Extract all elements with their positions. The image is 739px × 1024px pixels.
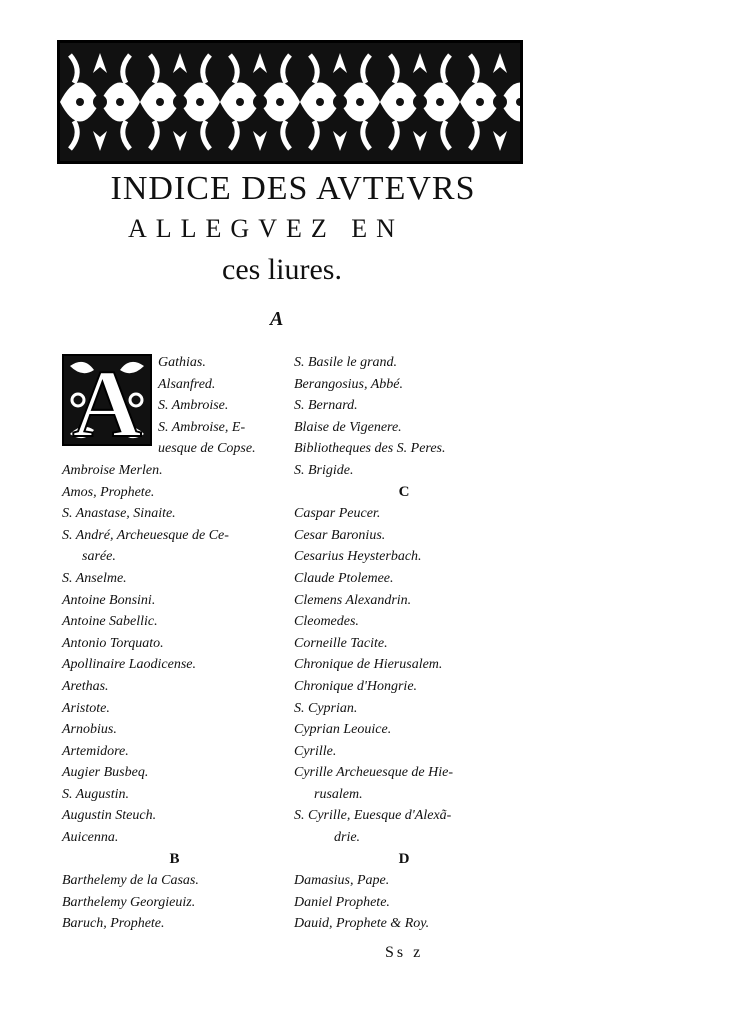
index-entry: Augustin Steuch. (62, 808, 157, 824)
index-entry: Blaise de Vigenere. (294, 419, 402, 435)
index-entry: Antoine Sabellic. (62, 614, 158, 630)
index-entry: S. Cyprian. (294, 700, 358, 716)
signature-mark: Ss z (385, 944, 424, 961)
index-entry: S. Bernard. (294, 398, 358, 414)
index-entry: Claude Ptolemee. (294, 570, 394, 586)
index-entry: S. Ambroise, E- (158, 419, 246, 435)
section-letter: B (169, 850, 180, 867)
index-entry: S. Ambroise. (158, 398, 229, 414)
index-entry: Dauid, Prophete & Roy. (294, 916, 430, 932)
index-entry: Berangosius, Abbé. (294, 376, 404, 392)
index-entry: Bibliotheques des S. Peres. (294, 441, 446, 457)
section-letter: C (398, 483, 410, 500)
index-entry: Clemens Alexandrin. (294, 592, 412, 608)
index-entry: Arethas. (62, 678, 109, 694)
index-entry: Cesar Baronius. (294, 527, 386, 543)
index-entry: Corneille Tacite. (294, 635, 388, 651)
index-entry: Daniel Prophete. (294, 894, 390, 910)
index-entry: rusalem. (314, 786, 363, 802)
index-entry: Aristote. (62, 700, 110, 716)
index-entry: Cesarius Heysterbach. (294, 549, 422, 565)
index-entry: Cyrille. (294, 743, 337, 759)
index-entry: Damasius, Pape. (294, 873, 390, 889)
index-entry: S. Basile le grand. (294, 355, 398, 370)
index-entry: S. Augustin. (62, 786, 130, 802)
dropcap-letter: A (72, 354, 142, 446)
index-entry: Apollinaire Laodicense. (62, 657, 197, 673)
index-entry: Barthelemy de la Casas. (62, 873, 199, 889)
index-entry: Cyprian Leouice. (294, 722, 392, 738)
index-entry: drie. (334, 830, 361, 846)
index-entry: S. Anselme. (62, 570, 127, 586)
index-entry: S. André, Archeuesque de Ce- (62, 527, 229, 543)
left-index-column (62, 352, 287, 935)
index-entry: Alsanfred. (158, 376, 216, 392)
index-entry: S. Anastase, Sinaite. (62, 506, 176, 522)
index-entry: Antonio Torquato. (62, 635, 164, 651)
index-entry: uesque de Copse. (158, 441, 256, 457)
index-entry: Barthelemy Georgieuiz. (62, 894, 196, 910)
page-subtitle: ALLEGVEZ EN (128, 214, 404, 243)
index-entry: Baruch, Prophete. (62, 916, 165, 932)
index-entry: Chronique d'Hongrie. (294, 678, 418, 694)
index-entry: S. Brigide. (294, 462, 354, 478)
index-entry: S. Cyrille, Euesque d'Alexã- (294, 808, 452, 824)
index-entry: Augier Busbeq. (62, 765, 149, 781)
right-index-column (294, 352, 514, 935)
page-title: INDICE DES AVTEVRS (110, 170, 476, 207)
index-entry: Antoine Bonsini. (62, 592, 156, 608)
index-entry: Amos, Prophete. (62, 484, 155, 500)
index-entry: Cleomedes. (294, 614, 359, 630)
index-entry: Arnobius. (62, 722, 117, 738)
index-entry: Auicenna. (62, 830, 119, 846)
index-entry: Gathias. (158, 355, 206, 370)
index-entry: Chronique de Hierusalem. (294, 657, 443, 673)
index-entry: sarée. (82, 549, 116, 565)
page-subtitle-line2: ces liures. (222, 253, 342, 286)
index-entry: Caspar Peucer. (294, 506, 381, 522)
woodcut-ornament-icon (57, 40, 523, 164)
section-letter: D (398, 850, 410, 867)
index-entry: Ambroise Merlen. (62, 462, 163, 478)
section-letter-a: A (270, 308, 284, 330)
index-entry: Artemidore. (62, 743, 129, 759)
index-entry: Cyrille Archeuesque de Hie- (294, 765, 454, 781)
